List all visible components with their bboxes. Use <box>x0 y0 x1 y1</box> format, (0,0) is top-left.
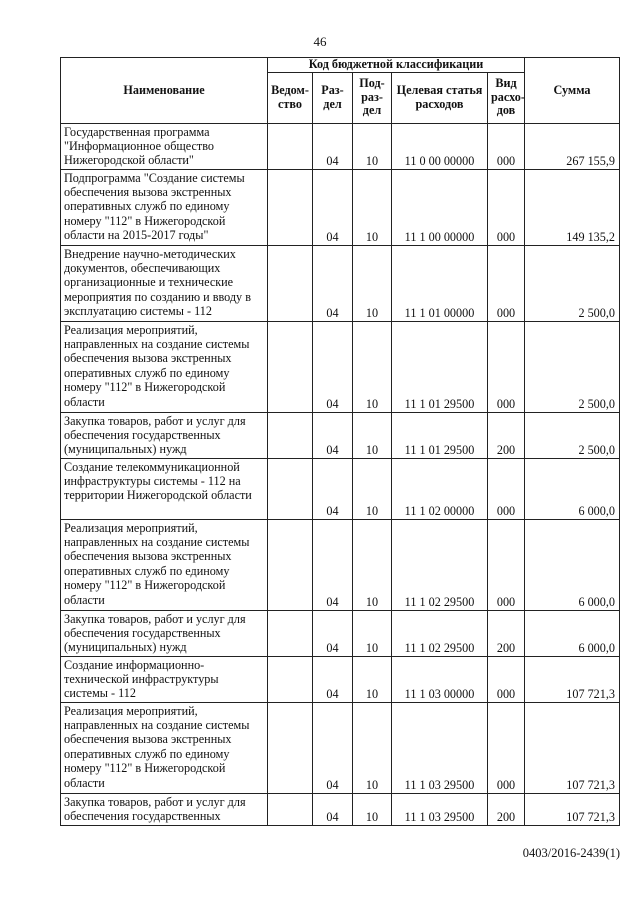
row-podrazdel: 10 <box>353 793 392 825</box>
row-vid: 000 <box>488 123 525 169</box>
row-razdel: 04 <box>313 458 353 519</box>
row-vid: 200 <box>488 610 525 656</box>
header-classification-group: Код бюджетной классификации <box>268 58 525 73</box>
row-vid: 200 <box>488 412 525 458</box>
row-razdel: 04 <box>313 412 353 458</box>
row-podrazdel: 10 <box>353 321 392 412</box>
row-target: 11 0 00 00000 <box>392 123 488 169</box>
row-ved <box>268 458 313 519</box>
row-vid: 000 <box>488 458 525 519</box>
row-sum: 107 721,3 <box>525 702 620 793</box>
row-vid: 000 <box>488 656 525 702</box>
row-target: 11 1 02 29500 <box>392 610 488 656</box>
budget-table <box>60 57 620 826</box>
row-sum: 2 500,0 <box>525 321 620 412</box>
table-row <box>61 169 620 245</box>
row-ved <box>268 123 313 169</box>
page-number: 46 <box>313 34 327 49</box>
row-name: Внедрение научно-методических документов, обеспечивающих организационные и технические мероприятия по созданию и вводу в эксплуатацию системы - 112 <box>61 245 268 321</box>
row-podrazdel: 10 <box>353 123 392 169</box>
row-razdel: 04 <box>313 321 353 412</box>
table-row <box>61 519 620 610</box>
row-ved <box>268 656 313 702</box>
row-name: Закупка товаров, работ и услуг для обеспечения государственных <box>61 793 268 825</box>
row-name: Закупка товаров, работ и услуг для обеспечения государственных (муниципальных) нужд <box>61 412 268 458</box>
row-razdel: 04 <box>313 610 353 656</box>
row-target: 11 1 03 29500 <box>392 793 488 825</box>
row-name: Реализация мероприятий, направленных на создание системы обеспечения вызова экстренных оперативных служб по единому номеру "112" в Нижегородской области <box>61 519 268 610</box>
row-ved <box>268 519 313 610</box>
row-razdel: 04 <box>313 123 353 169</box>
document-code: 0403/2016-2439(1) <box>522 846 620 860</box>
row-podrazdel: 10 <box>353 702 392 793</box>
row-razdel: 04 <box>313 169 353 245</box>
row-sum: 149 135,2 <box>525 169 620 245</box>
row-razdel: 04 <box>313 656 353 702</box>
row-sum: 107 721,3 <box>525 656 620 702</box>
row-sum: 6 000,0 <box>525 610 620 656</box>
row-podrazdel: 10 <box>353 610 392 656</box>
table-row <box>61 702 620 793</box>
row-vid: 000 <box>488 702 525 793</box>
row-podrazdel: 10 <box>353 245 392 321</box>
header-ved: Ведом-ство <box>268 72 313 123</box>
row-vid: 000 <box>488 245 525 321</box>
table-row <box>61 412 620 458</box>
table-row <box>61 610 620 656</box>
row-vid: 200 <box>488 793 525 825</box>
row-target: 11 1 03 00000 <box>392 656 488 702</box>
header-vid: Вид расхо-дов <box>488 72 525 123</box>
row-target: 11 1 03 29500 <box>392 702 488 793</box>
row-vid: 000 <box>488 321 525 412</box>
row-sum: 267 155,9 <box>525 123 620 169</box>
row-ved <box>268 702 313 793</box>
row-ved <box>268 610 313 656</box>
row-name: Подпрограмма "Создание системы обеспечения вызова экстренных оперативных служб по единому номеру "112" в Нижегородской области на 2015-2017 годы" <box>61 169 268 245</box>
header-name: Наименование <box>61 58 268 124</box>
row-sum: 2 500,0 <box>525 412 620 458</box>
header-podrazdel: Под-раз-дел <box>353 72 392 123</box>
row-podrazdel: 10 <box>353 169 392 245</box>
header-sum: Сумма <box>525 58 620 124</box>
row-razdel: 04 <box>313 245 353 321</box>
row-target: 11 1 01 29500 <box>392 321 488 412</box>
row-podrazdel: 10 <box>353 519 392 610</box>
row-target: 11 1 01 00000 <box>392 245 488 321</box>
row-ved <box>268 321 313 412</box>
row-sum: 2 500,0 <box>525 245 620 321</box>
row-sum: 6 000,0 <box>525 458 620 519</box>
row-ved <box>268 169 313 245</box>
table-row <box>61 123 620 169</box>
row-name: Создание информационно-технической инфраструктуры системы - 112 <box>61 656 268 702</box>
row-name: Реализация мероприятий, направленных на создание системы обеспечения вызова экстренных оперативных служб по единому номеру "112" в Нижегородской области <box>61 702 268 793</box>
row-target: 11 1 00 00000 <box>392 169 488 245</box>
row-ved <box>268 412 313 458</box>
row-podrazdel: 10 <box>353 458 392 519</box>
row-name: Государственная программа "Информационное общество Нижегородской области" <box>61 123 268 169</box>
row-podrazdel: 10 <box>353 412 392 458</box>
row-ved <box>268 793 313 825</box>
row-vid: 000 <box>488 169 525 245</box>
row-sum: 107 721,3 <box>525 793 620 825</box>
table-row <box>61 245 620 321</box>
row-name: Создание телекоммуникационной инфраструктуры системы - 112 на территории Нижегородской области <box>61 458 268 519</box>
row-ved <box>268 245 313 321</box>
header-target: Целевая статья расходов <box>392 72 488 123</box>
table-row <box>61 793 620 825</box>
header-razdel: Раз-дел <box>313 72 353 123</box>
row-podrazdel: 10 <box>353 656 392 702</box>
row-vid: 000 <box>488 519 525 610</box>
row-name: Закупка товаров, работ и услуг для обеспечения государственных (муниципальных) нужд <box>61 610 268 656</box>
row-name: Реализация мероприятий, направленных на создание системы обеспечения вызова экстренных оперативных служб по единому номеру "112" в Нижегородской области <box>61 321 268 412</box>
row-target: 11 1 02 29500 <box>392 519 488 610</box>
row-razdel: 04 <box>313 702 353 793</box>
row-sum: 6 000,0 <box>525 519 620 610</box>
table-row <box>61 458 620 519</box>
row-razdel: 04 <box>313 519 353 610</box>
row-target: 11 1 02 00000 <box>392 458 488 519</box>
table-row <box>61 656 620 702</box>
row-razdel: 04 <box>313 793 353 825</box>
table-row <box>61 321 620 412</box>
row-target: 11 1 01 29500 <box>392 412 488 458</box>
